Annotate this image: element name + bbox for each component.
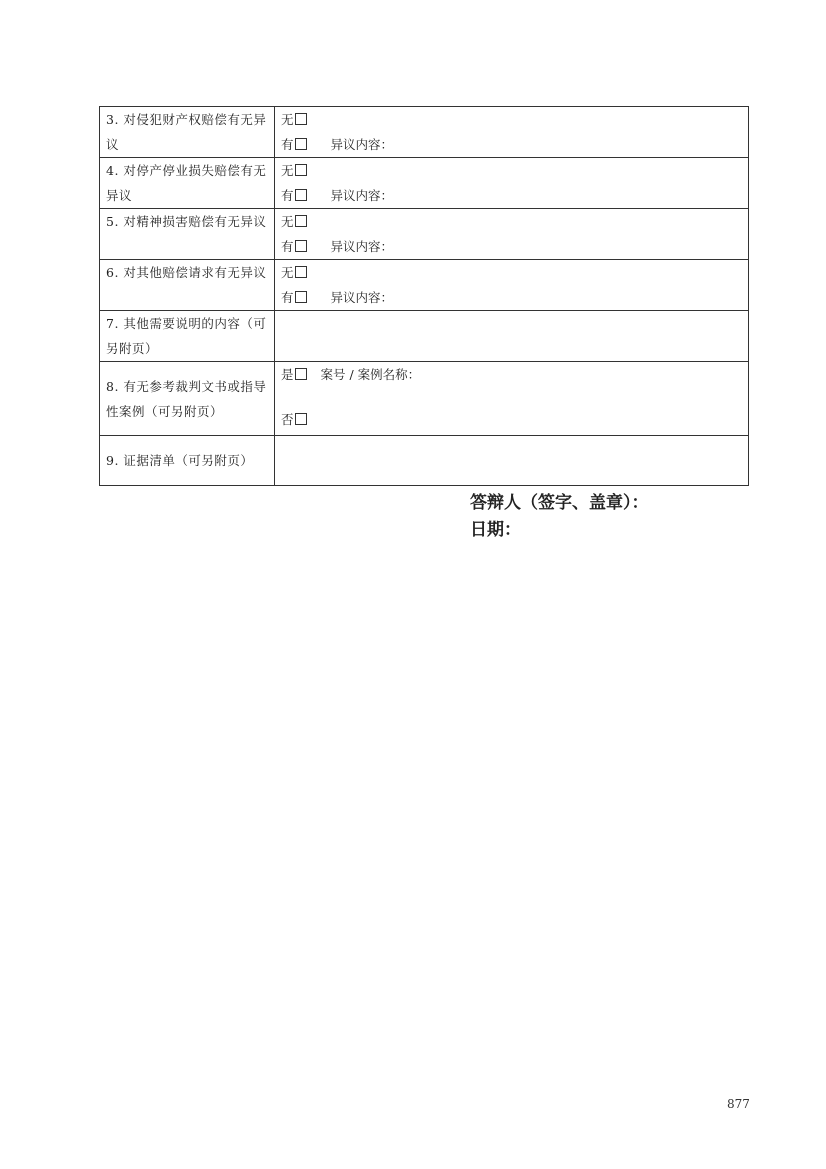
option-line-yes — [281, 362, 742, 387]
row-answer-cell — [275, 209, 749, 260]
table-row — [100, 107, 749, 158]
row-label: 3. 对侵犯财产权赔偿有无异议 — [106, 112, 267, 152]
option-line-yes — [281, 183, 742, 208]
table-row — [100, 362, 749, 436]
checkbox-no[interactable] — [295, 113, 307, 125]
option-line-no — [281, 158, 742, 183]
option-yes-label: 有 — [281, 290, 294, 305]
option-no-label: 无 — [281, 163, 294, 178]
option-yes-label: 有 — [281, 137, 294, 152]
row-answer-cell — [275, 362, 749, 436]
row-label-cell — [100, 311, 275, 362]
row-label-cell — [100, 209, 275, 260]
detail-label: 异议内容： — [330, 290, 394, 305]
option-line-yes — [281, 285, 742, 310]
option-no-label: 无 — [281, 112, 294, 127]
defense-form-table — [99, 106, 749, 486]
row-label: 6. 对其他赔偿请求有无异议 — [106, 265, 267, 280]
option-yes-label: 有 — [281, 239, 294, 254]
date-label: 日期： — [470, 520, 521, 540]
respondent-signature-label: 答辩人（签字、盖章）： — [470, 493, 649, 513]
row-label: 7. 其他需要说明的内容（可另附页） — [106, 316, 267, 356]
table-row — [100, 311, 749, 362]
other-notes-cell[interactable] — [275, 311, 749, 362]
row-label: 9. 证据清单（可另附页） — [106, 453, 254, 468]
option-line-no — [281, 107, 742, 132]
checkbox-no[interactable] — [295, 413, 307, 425]
detail-label: 异议内容： — [330, 137, 394, 152]
row-label: 5. 对精神损害赔偿有无异议 — [106, 214, 267, 229]
checkbox-yes[interactable] — [295, 291, 307, 303]
option-no-label: 无 — [281, 214, 294, 229]
option-yes-label: 有 — [281, 188, 294, 203]
table-row — [100, 158, 749, 209]
row-label-cell — [100, 107, 275, 158]
checkbox-no[interactable] — [295, 215, 307, 227]
row-answer-cell — [275, 260, 749, 311]
option-line-yes — [281, 234, 742, 259]
detail-label: 异议内容： — [330, 239, 394, 254]
row-label-cell — [100, 158, 275, 209]
row-label: 8. 有无参考裁判文书或指导性案例（可另附页） — [106, 379, 267, 419]
checkbox-yes[interactable] — [295, 240, 307, 252]
table-row — [100, 260, 749, 311]
page-number: 877 — [727, 1097, 750, 1111]
option-line-no — [281, 209, 742, 234]
option-no-label: 无 — [281, 265, 294, 280]
detail-label: 异议内容： — [330, 188, 394, 203]
checkbox-yes[interactable] — [295, 138, 307, 150]
evidence-list-cell[interactable] — [275, 436, 749, 486]
row-label-cell — [100, 436, 275, 486]
table-row — [100, 436, 749, 486]
signature-block — [470, 490, 649, 544]
row-label-cell — [100, 260, 275, 311]
option-line-no — [281, 260, 742, 285]
row-label-cell — [100, 362, 275, 436]
checkbox-no[interactable] — [295, 164, 307, 176]
row-answer-cell — [275, 158, 749, 209]
checkbox-yes[interactable] — [295, 189, 307, 201]
table-row — [100, 209, 749, 260]
option-yes-label: 是 — [281, 367, 294, 382]
option-no-label: 否 — [281, 412, 294, 427]
checkbox-yes[interactable] — [295, 368, 307, 380]
option-line-yes — [281, 132, 742, 157]
option-line-no — [281, 407, 742, 432]
case-number-label: 案号 / 案例名称： — [320, 367, 421, 382]
row-label: 4. 对停产停业损失赔偿有无异议 — [106, 163, 267, 203]
checkbox-no[interactable] — [295, 266, 307, 278]
row-answer-cell — [275, 107, 749, 158]
